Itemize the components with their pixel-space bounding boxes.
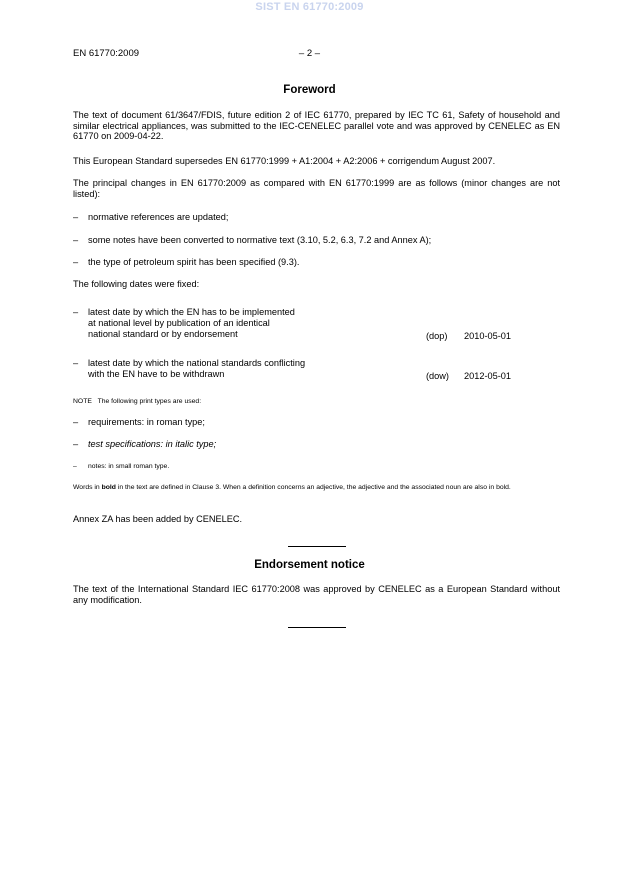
- foreword-paragraph-1: The text of document 61/3647/FDIS, future edition 2 of IEC 61770, prepared by IEC TC 61, Safety of household and similar electrical appliances, was submitted to the IEC-CENELEC parallel vote and was approved by CENELEC as EN 61770 on 2009-04-22.: [73, 110, 560, 142]
- note-text: The following print types are used:: [97, 398, 202, 405]
- annex-note: Annex ZA has been added by CENELEC.: [73, 514, 243, 524]
- date-code-dow: (dow): [426, 371, 449, 381]
- date-value-dop: 2010-05-01: [464, 331, 511, 341]
- document-id: EN 61770:2009: [73, 48, 140, 59]
- list-dash: –: [73, 307, 79, 317]
- section-divider: [288, 627, 346, 628]
- list-dash: –: [73, 417, 79, 427]
- list-dash: –: [73, 358, 79, 368]
- foreword-paragraph-2: This European Standard supersedes EN 61770:1999 + A1:2004 + A2:2006 + corrigendum August 2007.: [73, 156, 496, 166]
- list-dash: –: [73, 439, 79, 449]
- foreword-paragraph-3: The principal changes in EN 61770:2009 as compared with EN 61770:1999 are as follows (minor changes are not listed):: [73, 178, 560, 199]
- list-dash: –: [73, 257, 79, 267]
- endorsement-title: Endorsement notice: [254, 559, 365, 571]
- note: [73, 398, 560, 406]
- print-type-italic: test specifications: in italic type;: [88, 439, 217, 449]
- print-type-small: notes: in small roman type.: [88, 463, 170, 470]
- bold-note-pre: Words in: [73, 484, 102, 491]
- change-item: normative references are updated;: [88, 212, 229, 222]
- change-item: the type of petroleum spirit has been specified (9.3).: [88, 257, 300, 267]
- bold-note-post: in the text are defined in Clause 3. When a definition concerns an adjective, the adjective and the associated noun are also in bold.: [115, 484, 511, 491]
- date-item-dop-line: at national level by publication of an identical: [88, 318, 270, 328]
- list-dash: –: [73, 463, 77, 470]
- section-divider: [288, 546, 346, 547]
- list-dash: –: [73, 212, 79, 222]
- date-item-dop-line: latest date by which the EN has to be implemented: [88, 307, 295, 317]
- page-number: – 2 –: [298, 48, 321, 59]
- bold-note-bold: bold: [101, 484, 116, 491]
- date-value-dow: 2012-05-01: [464, 371, 511, 381]
- bold-definition-note: [73, 484, 560, 492]
- date-item-dop-line: national standard or by endorsement: [88, 329, 238, 339]
- date-code-dop: (dop): [426, 331, 448, 341]
- note-label: NOTE: [73, 398, 92, 405]
- list-dash: –: [73, 235, 79, 245]
- date-item-dow-line: with the EN have to be withdrawn: [88, 369, 225, 379]
- print-type-roman: requirements: in roman type;: [88, 417, 205, 427]
- endorsement-text: The text of the International Standard IEC 61770:2008 was approved by CENELEC as a European Standard without any modification.: [73, 584, 560, 605]
- dates-intro: The following dates were fixed:: [73, 279, 200, 289]
- foreword-title: Foreword: [283, 84, 336, 96]
- change-item: some notes have been converted to normative text (3.10, 5.2, 6.3, 7.2 and Annex A);: [88, 235, 432, 245]
- date-item-dow-line: latest date by which the national standards conflicting: [88, 358, 306, 368]
- watermark: SIST EN 61770:2009: [255, 1, 364, 13]
